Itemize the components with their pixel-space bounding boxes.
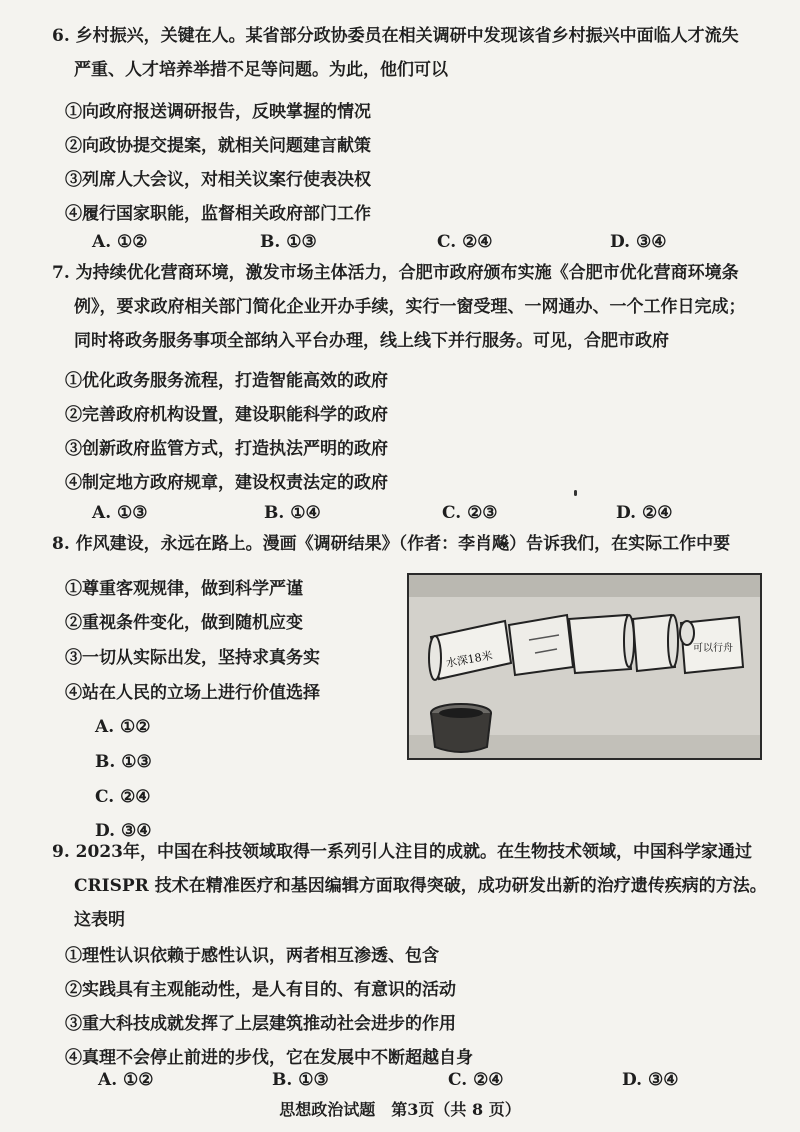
question-9-choice-a[interactable]: A. ①② (98, 1070, 154, 1090)
question-8-option-3: ③一切从实际出发，坚持求真务实 (65, 648, 320, 668)
question-6-option-3: ③列席人大会议，对相关议案行使表决权 (65, 170, 371, 190)
page-footer: 思想政治试题 第3页（共 8 页） (279, 1100, 521, 1119)
question-9-option-2: ②实践具有主观能动性，是人有目的、有意识的活动 (65, 980, 456, 1000)
cartoon-image (407, 573, 762, 760)
question-6-line-1: 6. 乡村振兴，关键在人。某省部分政协委员在相关调研中发现该省乡村振兴中面临人才流失 (52, 26, 739, 46)
cartoon-drawing (409, 575, 760, 758)
question-6-choice-a[interactable]: A. ①② (92, 232, 148, 252)
question-7-choice-b[interactable]: B. ①④ (264, 503, 321, 523)
question-7-choice-c[interactable]: C. ②③ (442, 503, 498, 523)
question-8-choice-d[interactable]: D. ③④ (95, 821, 152, 841)
question-9-stem (42, 835, 777, 937)
question-7-choice-a[interactable]: A. ①③ (92, 503, 148, 523)
question-8-choice-b[interactable]: B. ①③ (95, 752, 152, 772)
question-9-option-1: ①理性认识依赖于感性认识，两者相互渗透、包含 (65, 946, 439, 966)
question-6-line-2: 严重、人才培养举措不足等问题。为此，他们可以 (74, 60, 448, 80)
question-6-choice-c[interactable]: C. ②④ (437, 232, 493, 252)
question-6-option-1: ①向政府报送调研报告，反映掌握的情况 (65, 102, 371, 122)
question-6-choice-d[interactable]: D. ③④ (610, 232, 667, 252)
question-6-option-4: ④履行国家职能，监督相关政府部门工作 (65, 204, 371, 224)
question-8-stem (42, 527, 777, 561)
question-9-line-3: 这表明 (74, 910, 125, 930)
question-7-option-4: ④制定地方政府规章，建设权责法定的政府 (65, 473, 388, 493)
question-8-option-2: ②重视条件变化，做到随机应变 (65, 613, 303, 633)
scroll-right-label: 可以行舟 (693, 643, 733, 654)
question-6-choice-b[interactable]: B. ①③ (260, 232, 317, 252)
question-8-option-1: ①尊重客观规律，做到科学严谨 (65, 579, 303, 599)
question-6-option-2: ②向政协提交提案，就相关问题建言献策 (65, 136, 371, 156)
question-8-choice-a[interactable]: A. ①② (95, 717, 151, 737)
scroll-middle-3 (633, 615, 678, 671)
question-9-line-1: 9. 2023年，中国在科技领域取得一系列引人注目的成就。在生物技术领域，中国科学家通过 (52, 842, 752, 862)
question-7-line-1: 7. 为持续优化营商环境，激发市场主体活力，合肥市政府颁布实施《合肥市优化营商环境条 (52, 263, 739, 283)
stray-mark (574, 490, 577, 496)
scroll-left-label: 水深18米 (445, 649, 494, 671)
question-8-line-1: 8. 作风建设，永远在路上。漫画《调研结果》（作者：李肖飚）告诉我们，在实际工作中要 (52, 534, 731, 554)
question-7-option-2: ②完善政府机构设置，建设职能科学的政府 (65, 405, 388, 425)
question-6-stem (42, 19, 777, 87)
question-7-option-3: ③创新政府监管方式，打造执法严明的政府 (65, 439, 388, 459)
jar-drawing (431, 704, 491, 752)
question-7-line-3: 同时将政务服务事项全部纳入平台办理，线上线下并行服务。可见，合肥市政府 (74, 331, 669, 351)
question-7-stem (42, 256, 777, 358)
question-9-choice-b[interactable]: B. ①③ (272, 1070, 329, 1090)
question-9-choice-d[interactable]: D. ③④ (622, 1070, 679, 1090)
question-9-option-4: ④真理不会停止前进的步伐，它在发展中不断超越自身 (65, 1048, 473, 1068)
question-8-choice-c[interactable]: C. ②④ (95, 787, 151, 807)
question-7-choice-d[interactable]: D. ②④ (616, 503, 673, 523)
scroll-middle-1 (509, 615, 573, 675)
question-9-line-2: CRISPR 技术在精准医疗和基因编辑方面取得突破，成功研发出新的治疗遗传疾病的方法。 (74, 876, 767, 896)
question-9-choice-c[interactable]: C. ②④ (448, 1070, 504, 1090)
question-9-option-3: ③重大科技成就发挥了上层建筑推动社会进步的作用 (65, 1014, 456, 1034)
question-7-line-2: 例》，要求政府相关部门简化企业开办手续，实行一窗受理、一网通办、一个工作日完成； (74, 297, 746, 317)
scroll-middle-2 (569, 615, 634, 673)
question-7-option-1: ①优化政务服务流程，打造智能高效的政府 (65, 371, 388, 391)
question-8-option-4: ④站在人民的立场上进行价值选择 (65, 683, 320, 703)
